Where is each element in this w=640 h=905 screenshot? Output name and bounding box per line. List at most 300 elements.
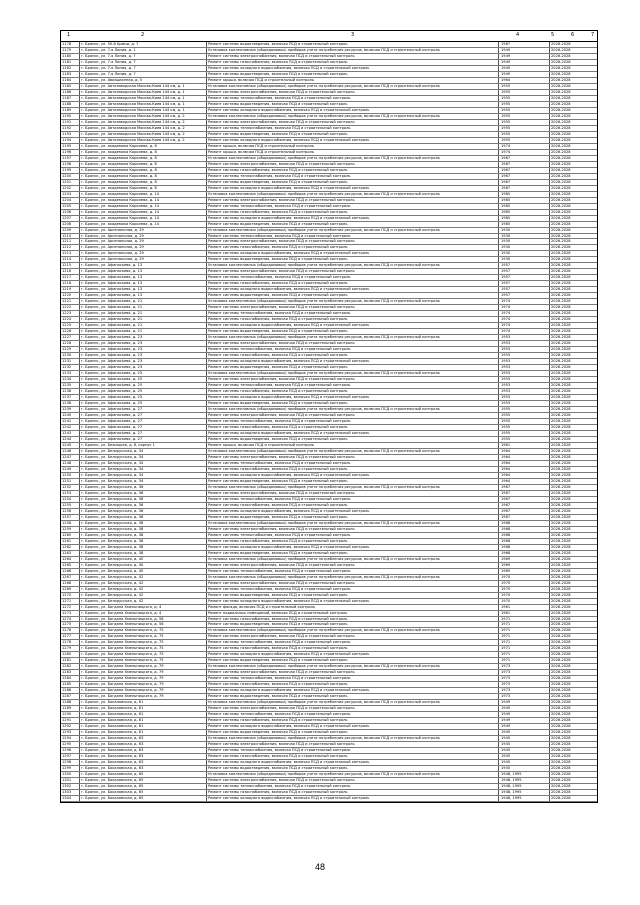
row-work-type: Ремонт системы газоснабжения, включая ПСД и строительный контроль: [208, 245, 348, 250]
row-number: 1266: [62, 568, 72, 573]
row-period: 2026-2028: [551, 143, 571, 148]
col-header-7: 7: [591, 32, 595, 38]
row-number: 1198: [62, 161, 72, 166]
row-work-type: Ремонт системы холодного водоснабжения, включая ПСД и строительный контроль: [208, 323, 370, 328]
row-address: г. Брянск, ул. Афанасьева, д. 21: [81, 299, 143, 304]
row-period: 2026-2028: [551, 305, 571, 310]
row-number: 1275: [62, 622, 72, 627]
row-work-type: Ремонт системы водоотведения, включая ПСД и строительный контроль: [208, 179, 348, 184]
row-number: 1220: [62, 293, 72, 298]
row-work-type: Ремонт системы теплоснабжения, включая ПСД и строительный контроль: [208, 532, 351, 537]
row-work-type: Установка коллективных (общедомовых) приборов учета потребления ресурсов, включая ПСД и строительный контроль: [208, 664, 440, 669]
row-number: 1195: [62, 143, 72, 148]
row-build-year: 1945: [501, 748, 511, 753]
row-build-year: 1970: [501, 592, 511, 597]
table-body: [60, 42, 598, 803]
col-header-5: 5: [551, 32, 555, 38]
row-build-year: 1955: [501, 95, 511, 100]
row-build-year: 1955: [501, 137, 511, 142]
row-address: г. Брянск, ул. Бокаловская, д. 63: [81, 748, 144, 753]
row-address: г. Брянск, ул. Арсенальная, д. 29: [81, 227, 144, 232]
col-header-1: 1: [67, 32, 71, 38]
row-build-year: 1953: [501, 395, 511, 400]
row-number: 1249: [62, 466, 72, 471]
row-work-type: Установка коллективных (общедомовых) приборов учета потребления ресурсов, включая ПСД и строительный контроль: [208, 371, 440, 376]
column-number-header: [60, 30, 598, 42]
row-period: 2026-2028: [551, 293, 571, 298]
row-period: 2026-2028: [551, 640, 571, 645]
row-number: 1231: [62, 359, 72, 364]
row-build-year: 1974: [501, 149, 511, 154]
row-build-year: 1971: [501, 616, 511, 621]
row-address: г. Брянск, ул. Авиационная, д. 5: [81, 77, 143, 82]
row-number: 1186: [62, 89, 72, 94]
row-period: 2026-2028: [551, 137, 571, 142]
row-number: 1209: [62, 227, 72, 232]
row-work-type: Ремонт системы водоотведения, включая ПСД и строительный контроль: [208, 42, 348, 46]
row-number: 1299: [62, 766, 72, 771]
row-address: г. Брянск, ул. Бокаловская, д. 65: [81, 778, 144, 783]
row-address: г. Брянск, ул. Афанасьева, д. 23: [81, 347, 143, 352]
row-address: г. Брянск, ул. академика Королева, д. 14: [81, 203, 160, 208]
row-work-type: Установка коллективных (общедомовых) приборов учета потребления ресурсов, включая ПСД и строительный контроль: [208, 263, 440, 268]
row-build-year: 1967: [501, 508, 511, 513]
row-build-year: 1957: [501, 287, 511, 292]
row-work-type: Ремонт системы холодного водоснабжения, включая ПСД и строительный контроль: [208, 688, 370, 693]
row-work-type: Ремонт системы холодного водоснабжения, включая ПСД и строительный контроль: [208, 508, 370, 513]
row-address: г. Брянск, ул. Белорусская, д. 34: [81, 466, 144, 471]
row-address: г. Брянск, ул. Афанасьева, д. 13: [81, 269, 143, 274]
row-work-type: Ремонт системы электроснабжения, включая ПСД и строительный контроль: [208, 562, 355, 567]
row-number: 1301: [62, 778, 72, 783]
row-number: 1207: [62, 215, 72, 220]
row-build-year: 1967: [501, 496, 511, 501]
row-number: 1280: [62, 652, 72, 657]
row-build-year: 1967: [501, 161, 511, 166]
row-period: 2026-2028: [551, 754, 571, 759]
row-period: 2026-2028: [551, 466, 571, 471]
row-work-type: Установка коллективных (общедомовых) приборов учета потребления ресурсов, включая ПСД и строительный контроль: [208, 299, 440, 304]
row-build-year: 1955: [501, 83, 511, 88]
table-row: [61, 796, 597, 802]
row-period: 2026-2028: [551, 664, 571, 669]
row-work-type: Ремонт системы электроснабжения, включая ПСД и строительный контроль: [208, 706, 355, 711]
row-work-type: Ремонт системы электроснабжения, включая ПСД и строительный контроль: [208, 490, 355, 495]
row-address: г. Брянск, ул. Богдана Хмельницкого, д. 58: [81, 616, 164, 621]
row-build-year: 1955: [501, 419, 511, 424]
row-number: 1277: [62, 634, 72, 639]
row-number: 1298: [62, 760, 72, 765]
row-period: 2026-2028: [551, 131, 571, 136]
row-build-year: 1974: [501, 329, 511, 334]
row-build-year: 1961: [501, 604, 511, 609]
row-number: 1197: [62, 155, 72, 160]
row-period: 2026-2028: [551, 586, 571, 591]
row-build-year: 1973: [501, 688, 511, 693]
row-number: 1181: [62, 59, 72, 64]
row-address: г. Брянск, ул. академика Королева, д. 14: [81, 221, 160, 226]
row-work-type: Ремонт системы газоснабжения, включая ПСД и строительный контроль: [208, 616, 348, 621]
row-period: 2026-2028: [551, 436, 571, 441]
row-period: 2026-2028: [551, 478, 571, 483]
row-build-year: 1969: [501, 556, 511, 561]
row-period: 2026-2028: [551, 724, 571, 729]
row-work-type: Установка коллективных (общедомовых) приборов учета потребления ресурсов, включая ПСД и строительный контроль: [208, 520, 440, 525]
row-number: 1278: [62, 640, 72, 645]
row-period: 2026-2028: [551, 502, 571, 507]
row-address: г. Брянск, ул. академика Королева, д. 8: [81, 173, 157, 178]
row-work-type: Ремонт системы теплоснабжения, включая ПСД и строительный контроль: [208, 125, 351, 130]
row-period: 2026-2028: [551, 766, 571, 771]
row-work-type: Ремонт системы холодного водоснабжения, включая ПСД и строительный контроль: [208, 215, 370, 220]
row-work-type: Ремонт системы холодного водоснабжения, включая ПСД и строительный контроль: [208, 137, 370, 142]
row-address: г. Брянск, ул. Бокаловская, д. 65: [81, 790, 144, 795]
row-number: 1233: [62, 371, 72, 376]
row-work-type: Ремонт системы газоснабжения, включая ПСД и строительный контроль: [208, 502, 348, 507]
row-period: 2026-2028: [551, 281, 571, 286]
row-number: 1228: [62, 341, 72, 346]
row-build-year: 1964: [501, 454, 511, 459]
row-period: 2026-2028: [551, 113, 571, 118]
row-number: 1274: [62, 616, 72, 621]
row-build-year: 1955: [501, 407, 511, 412]
row-work-type: Ремонт системы холодного водоснабжения, включая ПСД и строительный контроль: [208, 395, 370, 400]
row-period: 2026-2028: [551, 389, 571, 394]
row-period: 2026-2028: [551, 407, 571, 412]
row-period: 2026-2028: [551, 275, 571, 280]
row-period: 2026-2028: [551, 508, 571, 513]
row-address: г. Брянск, ул. Бокаловская, д. 61: [81, 706, 144, 711]
row-period: 2026-2028: [551, 251, 571, 256]
row-work-type: Ремонт системы теплоснабжения, включая ПСД и строительный контроль: [208, 568, 351, 573]
row-work-type: Ремонт системы водоотведения, включая ПСД и строительный контроль: [208, 766, 348, 771]
row-number: 1246: [62, 448, 72, 453]
row-period: 2026-2028: [551, 538, 571, 543]
row-build-year: 1949: [501, 47, 511, 52]
row-number: 1269: [62, 586, 72, 591]
row-period: 2026-2028: [551, 359, 571, 364]
row-address: г. Брянск, ул. Бокаловская, д. 63: [81, 742, 144, 747]
row-address: г. Брянск, ул. Бокаловская, д. 63: [81, 736, 144, 741]
row-number: 1212: [62, 245, 72, 250]
row-period: 2026-2028: [551, 287, 571, 292]
row-period: 2026-2028: [551, 59, 571, 64]
col-header-2: 2: [141, 32, 145, 38]
row-work-type: Ремонт системы холодного водоснабжения, включая ПСД и строительный контроль: [208, 251, 370, 256]
row-number: 1193: [62, 131, 72, 136]
row-build-year: 1961: [501, 442, 511, 447]
row-period: 2026-2028: [551, 365, 571, 370]
row-build-year: 1949: [501, 53, 511, 58]
row-number: 1254: [62, 496, 72, 501]
row-build-year: 1948, 1995: [501, 778, 522, 783]
row-work-type: Установка коллективных (общедомовых) приборов учета потребления ресурсов, включая ПСД и строительный контроль: [208, 155, 440, 160]
row-period: 2026-2028: [551, 257, 571, 262]
row-work-type: Ремонт системы холодного водоснабжения, включая ПСД и строительный контроль: [208, 796, 370, 801]
row-build-year: 1945: [501, 760, 511, 765]
row-work-type: Ремонт системы газоснабжения, включая ПСД и строительный контроль: [208, 790, 348, 795]
row-address: г. Брянск, ул. Афанасьева, д. 27: [81, 436, 143, 441]
row-number: 1264: [62, 556, 72, 561]
row-build-year: 1971: [501, 622, 511, 627]
row-work-type: Ремонт системы водоотведения, включая ПСД и строительный контроль: [208, 71, 348, 76]
row-build-year: 1949: [501, 724, 511, 729]
row-address: г. Брянск, ул. Белорусская, д. 34: [81, 448, 144, 453]
row-period: 2026-2028: [551, 173, 571, 178]
row-build-year: 1953: [501, 353, 511, 358]
row-number: 1216: [62, 269, 72, 274]
row-build-year: 1955: [501, 436, 511, 441]
row-period: 2026-2028: [551, 149, 571, 154]
row-number: 1257: [62, 514, 72, 519]
row-build-year: 1930: [501, 233, 511, 238]
row-work-type: Установка коллективных (общедомовых) приборов учета потребления ресурсов, включая ПСД и строительный контроль: [208, 772, 440, 777]
row-number: 1180: [62, 53, 72, 58]
row-period: 2026-2028: [551, 682, 571, 687]
row-number: 1223: [62, 311, 72, 316]
row-number: 1196: [62, 149, 72, 154]
row-work-type: Установка коллективных (общедомовых) приборов учета потребления ресурсов, включая ПСД и строительный контроль: [208, 113, 440, 118]
row-work-type: Ремонт системы водоотведения, включая ПСД и строительный контроль: [208, 478, 348, 483]
row-work-type: Ремонт системы электроснабжения, включая ПСД и строительный контроль: [208, 377, 355, 382]
row-address: г. Брянск, ул. Автозаводская Москва-Киев 144 км, д. 1: [81, 83, 185, 88]
row-number: 1222: [62, 305, 72, 310]
row-period: 2026-2028: [551, 658, 571, 663]
row-address: г. Брянск, ул. Арсенальная, д. 29: [81, 257, 144, 262]
row-number: 1281: [62, 658, 72, 663]
row-period: 2026-2028: [551, 526, 571, 531]
row-build-year: 1957: [501, 263, 511, 268]
row-number: 1215: [62, 263, 72, 268]
row-address: г. Брянск, ул. академика Королева, д. 14: [81, 209, 160, 214]
row-period: 2026-2028: [551, 454, 571, 459]
row-build-year: 1973: [501, 694, 511, 699]
row-work-type: Ремонт системы газоснабжения, включая ПСД и строительный контроль: [208, 353, 348, 358]
row-number: 1183: [62, 71, 72, 76]
row-period: 2026-2028: [551, 748, 571, 753]
row-period: 2026-2028: [551, 730, 571, 735]
row-build-year: 1955: [501, 107, 511, 112]
row-work-type: Установка коллективных (общедомовых) приборов учета потребления ресурсов, включая ПСД и строительный контроль: [208, 484, 440, 489]
row-work-type: Ремонт системы газоснабжения, включая ПСД и строительный контроль: [208, 281, 348, 286]
row-build-year: 1964: [501, 77, 511, 82]
row-work-type: Установка коллективных (общедомовых) приборов учета потребления ресурсов, включая ПСД и строительный контроль: [208, 556, 440, 561]
row-period: 2026-2028: [551, 77, 571, 82]
row-address: г. Брянск, ул. Белорусская, д. 42: [81, 580, 144, 585]
row-address: г. Брянск, ул. Афанасьева, д. 27: [81, 407, 143, 412]
row-build-year: 1957: [501, 293, 511, 298]
row-period: 2026-2028: [551, 544, 571, 549]
row-number: 1255: [62, 502, 72, 507]
row-period: 2026-2028: [551, 233, 571, 238]
row-period: 2026-2028: [551, 383, 571, 388]
row-build-year: 1949: [501, 700, 511, 705]
row-address: г. Брянск, ул. Афанасьева, д. 21: [81, 323, 143, 328]
row-build-year: 1948, 1995: [501, 796, 522, 801]
row-number: 1258: [62, 520, 72, 525]
row-work-type: Ремонт системы теплоснабжения, включая ПСД и строительный контроль: [208, 460, 351, 465]
row-number: 1276: [62, 628, 72, 633]
row-number: 1236: [62, 389, 72, 394]
row-period: 2026-2028: [551, 263, 571, 268]
row-build-year: 1967: [501, 173, 511, 178]
row-build-year: 1964: [501, 448, 511, 453]
row-build-year: 1974: [501, 317, 511, 322]
row-number: 1210: [62, 233, 72, 238]
row-build-year: 1985: [501, 191, 511, 196]
row-address: г. Брянск, ул. Белорусская, д. 40: [81, 562, 144, 567]
row-number: 1235: [62, 383, 72, 388]
row-work-type: Ремонт системы водоотведения, включая ПСД и строительный контроль: [208, 622, 348, 627]
row-build-year: 1967: [501, 502, 511, 507]
row-period: 2026-2028: [551, 65, 571, 70]
row-number: 1302: [62, 784, 72, 789]
row-period: 2026-2028: [551, 329, 571, 334]
row-build-year: 1974: [501, 143, 511, 148]
row-period: 2026-2028: [551, 299, 571, 304]
row-address: г. Брянск, ул. Бокаловская, д. 61: [81, 724, 144, 729]
row-build-year: 1930: [501, 239, 511, 244]
row-number: 1283: [62, 670, 72, 675]
row-work-type: Ремонт системы водоотведения, включая ПСД и строительный контроль: [208, 658, 348, 663]
row-build-year: 1930: [501, 227, 511, 232]
row-build-year: 1953: [501, 341, 511, 346]
row-number: 1201: [62, 179, 72, 184]
row-build-year: 1948, 1995: [501, 784, 522, 789]
row-number: 1194: [62, 137, 72, 142]
row-address: г. Брянск, ул. Афанасьева, д. 25: [81, 371, 143, 376]
row-work-type: Ремонт системы холодного водоснабжения, включая ПСД и строительный контроль: [208, 544, 370, 549]
row-work-type: Установка коллективных (общедомовых) приборов учета потребления ресурсов, включая ПСД и строительный контроль: [208, 83, 440, 88]
row-address: г. Брянск, ул. Автозаводская Москва-Киев 144 км, д. 2: [81, 113, 185, 118]
row-build-year: 1948, 1995: [501, 790, 522, 795]
register-table: [60, 30, 598, 803]
row-period: 2026-2028: [551, 341, 571, 346]
row-period: 2026-2028: [551, 101, 571, 106]
row-period: 2026-2028: [551, 311, 571, 316]
row-address: г. Брянск, ул. Бокаловская, д. 63: [81, 754, 144, 759]
row-period: 2026-2028: [551, 317, 571, 322]
row-number: 1285: [62, 682, 72, 687]
row-work-type: Ремонт системы теплоснабжения, включая ПСД и строительный контроль: [208, 784, 351, 789]
row-address: г. Брянск, ул. Афанасьева, д. 23: [81, 365, 143, 370]
row-period: 2026-2028: [551, 191, 571, 196]
row-address: г. Брянск, ул. академика Королева, д. 8: [81, 185, 157, 190]
row-period: 2026-2028: [551, 598, 571, 603]
row-period: 2026-2028: [551, 532, 571, 537]
row-number: 1211: [62, 239, 72, 244]
row-address: г. Брянск, ул. Афанасьева, д. 21: [81, 317, 143, 322]
row-number: 1295: [62, 742, 72, 747]
row-build-year: 1969: [501, 562, 511, 567]
row-address: г. Брянск, ул. 7-я Линия, д. 7: [81, 65, 136, 70]
row-period: 2026-2028: [551, 496, 571, 501]
row-number: 1179: [62, 47, 72, 52]
row-build-year: 1945: [501, 754, 511, 759]
row-number: 1291: [62, 718, 72, 723]
row-address: г. Брянск, ул. Богдана Хмельницкого, д. 79: [81, 676, 164, 681]
row-period: 2026-2028: [551, 634, 571, 639]
row-address: г. Брянск, ул. Афанасьева, д. 13: [81, 293, 143, 298]
row-address: г. Брянск, ул. Автозаводская Москва-Киев 144 км, д. 1: [81, 89, 185, 94]
row-address: г. Брянск, ул. Афанасьева, д. 25: [81, 395, 143, 400]
row-build-year: 1955: [501, 89, 511, 94]
row-work-type: Ремонт системы теплоснабжения, включая ПСД и строительный контроль: [208, 676, 351, 681]
row-address: г. Брянск, ул. Белорусская, д. 42: [81, 574, 144, 579]
row-work-type: Ремонт системы электроснабжения, включая ПСД и строительный контроль: [208, 161, 355, 166]
row-period: 2026-2028: [551, 610, 571, 615]
row-address: г. Брянск, ул. Арсенальная, д. 29: [81, 239, 144, 244]
row-work-type: Ремонт системы электроснабжения, включая ПСД и строительный контроль: [208, 742, 355, 747]
row-address: г. Брянск, ул. Богдана Хмельницкого, д. 75: [81, 658, 164, 663]
row-build-year: 1964: [501, 460, 511, 465]
row-work-type: Ремонт системы холодного водоснабжения, включая ПСД и строительный контроль: [208, 760, 370, 765]
row-address: г. Брянск, ул. Бокаловская, д. 61: [81, 718, 144, 723]
row-period: 2026-2028: [551, 335, 571, 340]
row-address: г. Брянск, ул. Арсенальная, д. 29: [81, 245, 144, 250]
row-build-year: 1971: [501, 634, 511, 639]
row-work-type: Ремонт системы теплоснабжения, включая ПСД и строительный контроль: [208, 347, 351, 352]
row-build-year: 1967: [501, 484, 511, 489]
row-build-year: 1968: [501, 526, 511, 531]
row-period: 2026-2028: [551, 42, 571, 46]
row-address: г. Брянск, ул. Автозаводская Москва-Киев 144 км, д. 2: [81, 125, 185, 130]
row-address: г. Брянск, ул. Афанасьева, д. 13: [81, 287, 143, 292]
row-work-type: Ремонт системы водоотведения, включая ПСД и строительный контроль: [208, 401, 348, 406]
row-work-type: Установка коллективных (общедомовых) приборов учета потребления ресурсов, включая ПСД и строительный контроль: [208, 227, 440, 232]
row-build-year: 1964: [501, 478, 511, 483]
row-number: 1279: [62, 646, 72, 651]
row-number: 1192: [62, 125, 72, 130]
row-address: г. Брянск, ул. Белорусская, д. 36: [81, 496, 144, 501]
row-address: г. Брянск, ул. Белорусская, д. 38: [81, 526, 144, 531]
row-number: 1225: [62, 323, 72, 328]
row-build-year: 1949: [501, 706, 511, 711]
row-address: г. Брянск, ул. Афанасьева, д. 27: [81, 430, 143, 435]
row-work-type: Ремонт системы газоснабжения, включая ПСД и строительный контроль: [208, 167, 348, 172]
row-period: 2026-2028: [551, 221, 571, 226]
row-number: 1259: [62, 526, 72, 531]
row-build-year: 1957: [501, 281, 511, 286]
row-build-year: 1953: [501, 377, 511, 382]
row-address: г. Брянск, ул. Афанасьева, д. 25: [81, 401, 143, 406]
row-number: 1239: [62, 407, 72, 412]
row-work-type: Ремонт системы газоснабжения, включая ПСД и строительный контроль: [208, 425, 348, 429]
row-build-year: 1974: [501, 323, 511, 328]
row-period: 2026-2028: [551, 209, 571, 214]
row-work-type: Ремонт системы теплоснабжения, включая ПСД и строительный контроль: [208, 311, 351, 316]
row-period: 2026-2028: [551, 47, 571, 52]
row-work-type: Ремонт системы холодного водоснабжения, включая ПСД и строительный контроль: [208, 359, 370, 364]
row-work-type: Ремонт системы электроснабжения, включая ПСД и строительный контроль: [208, 670, 355, 675]
row-address: г. Брянск, ул. Белорусская, д. 36: [81, 508, 144, 513]
row-address: г. Брянск, ул. Афанасьева, д. 27: [81, 425, 143, 429]
row-address: г. Брянск, ул. Афанасьева, д. 23: [81, 341, 143, 346]
row-period: 2026-2028: [551, 419, 571, 424]
row-build-year: 1968: [501, 550, 511, 555]
row-number: 1241: [62, 419, 72, 424]
row-address: г. Брянск, ул. Богдана Хмельницкого, д. 79: [81, 682, 164, 687]
row-work-type: Ремонт системы холодного водоснабжения, включая ПСД и строительный контроль: [208, 430, 370, 435]
row-address: г. Брянск, ул. 50-й Армии, д. 7: [81, 42, 139, 46]
row-period: 2026-2028: [551, 53, 571, 58]
row-work-type: Ремонт системы теплоснабжения, включая ПСД и строительный контроль: [208, 173, 351, 178]
row-number: 1206: [62, 209, 72, 214]
row-address: г. Брянск, ул. Афанасьева, д. 13: [81, 281, 143, 286]
row-build-year: 1968: [501, 544, 511, 549]
row-number: 1251: [62, 478, 72, 483]
row-address: г. Брянск, ул. Автозаводская Москва-Киев 144 км, д. 1: [81, 95, 185, 100]
